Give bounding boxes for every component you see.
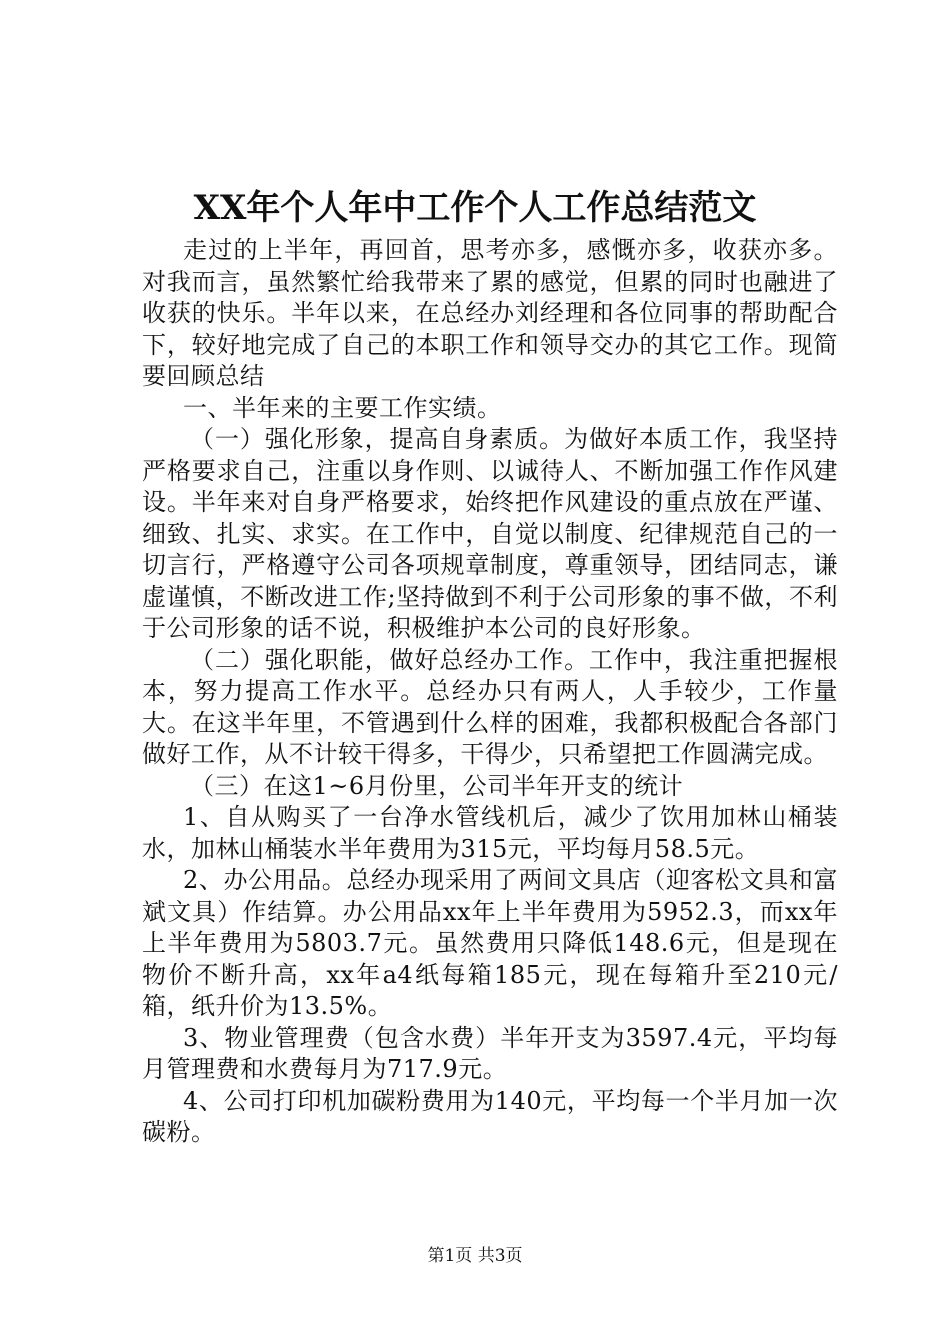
section-heading-achievements: 一、半年来的主要工作实绩。 <box>183 393 502 422</box>
document-body <box>142 235 838 1149</box>
subsection-image-paragraph: （一）强化形象，提高自身素质。为做好本质工作，我坚持严格要求自己，注重以身作则、以诚待人、不断加强工作作风建设。半年来对自身严格要求，始终把作风建设的重点放在严谨、细致、扎实、求实。在工作中，自觉以制度、纪律规范自己的一切言行，严格遵守公司各项规章制度，尊重领导，团结同志，谦虚谨慎，不断改进工作;坚持做到不利于公司形象的事不做，不利于公司形象的话不说，积极维护本公司的良好形象。 <box>142 425 838 642</box>
expense-item-property-fee: 3、物业管理费（包含水费）半年开支为3597.4元，平均每月管理费和水费每月为717.9元。 <box>142 1023 838 1083</box>
subsection-expense-heading: （三）在这1~6月份里，公司半年开支的统计 <box>190 771 684 800</box>
expense-item-water: 1、自从购买了一台净水管线机后，减少了饮用加林山桶装水，加林山桶装水半年费用为315元，平均每月58.5元。 <box>142 803 838 863</box>
document-title: XX年个人年中工作个人工作总结范文 <box>193 188 757 228</box>
page-number-footer: 第1页 共3页 <box>427 1246 523 1266</box>
expense-item-office-supplies: 2、办公用品。总经办现采用了两间文具店（迎客松文具和富斌文具）作结算。办公用品xx年上半年费用为5952.3，而xx年上半年费用为5803.7元。虽然费用只降低148.6元，但是现在物价不断升高，xx年a4纸每箱185元，现在每箱升至210元/箱，纸升价为13.5%。 <box>142 866 838 1020</box>
expense-item-toner: 4、公司打印机加碳粉费用为140元，平均每一个半月加一次碳粉。 <box>142 1086 838 1146</box>
intro-paragraph: 走过的上半年，再回首，思考亦多，感慨亦多，收获亦多。对我而言，虽然繁忙给我带来了累的感觉，但累的同时也融进了收获的快乐。半年以来，在总经办刘经理和各位同事的帮助配合下，较好地完成了自己的本职工作和领导交办的其它工作。现简要回顾总结 <box>142 236 838 390</box>
subsection-function-paragraph: （二）强化职能，做好总经办工作。工作中，我注重把握根本，努力提高工作水平。总经办只有两人，人手较少，工作量大。在这半年里，不管遇到什么样的困难，我都积极配合各部门做好工作，从不计较干得多，干得少，只希望把工作圆满完成。 <box>142 645 838 768</box>
